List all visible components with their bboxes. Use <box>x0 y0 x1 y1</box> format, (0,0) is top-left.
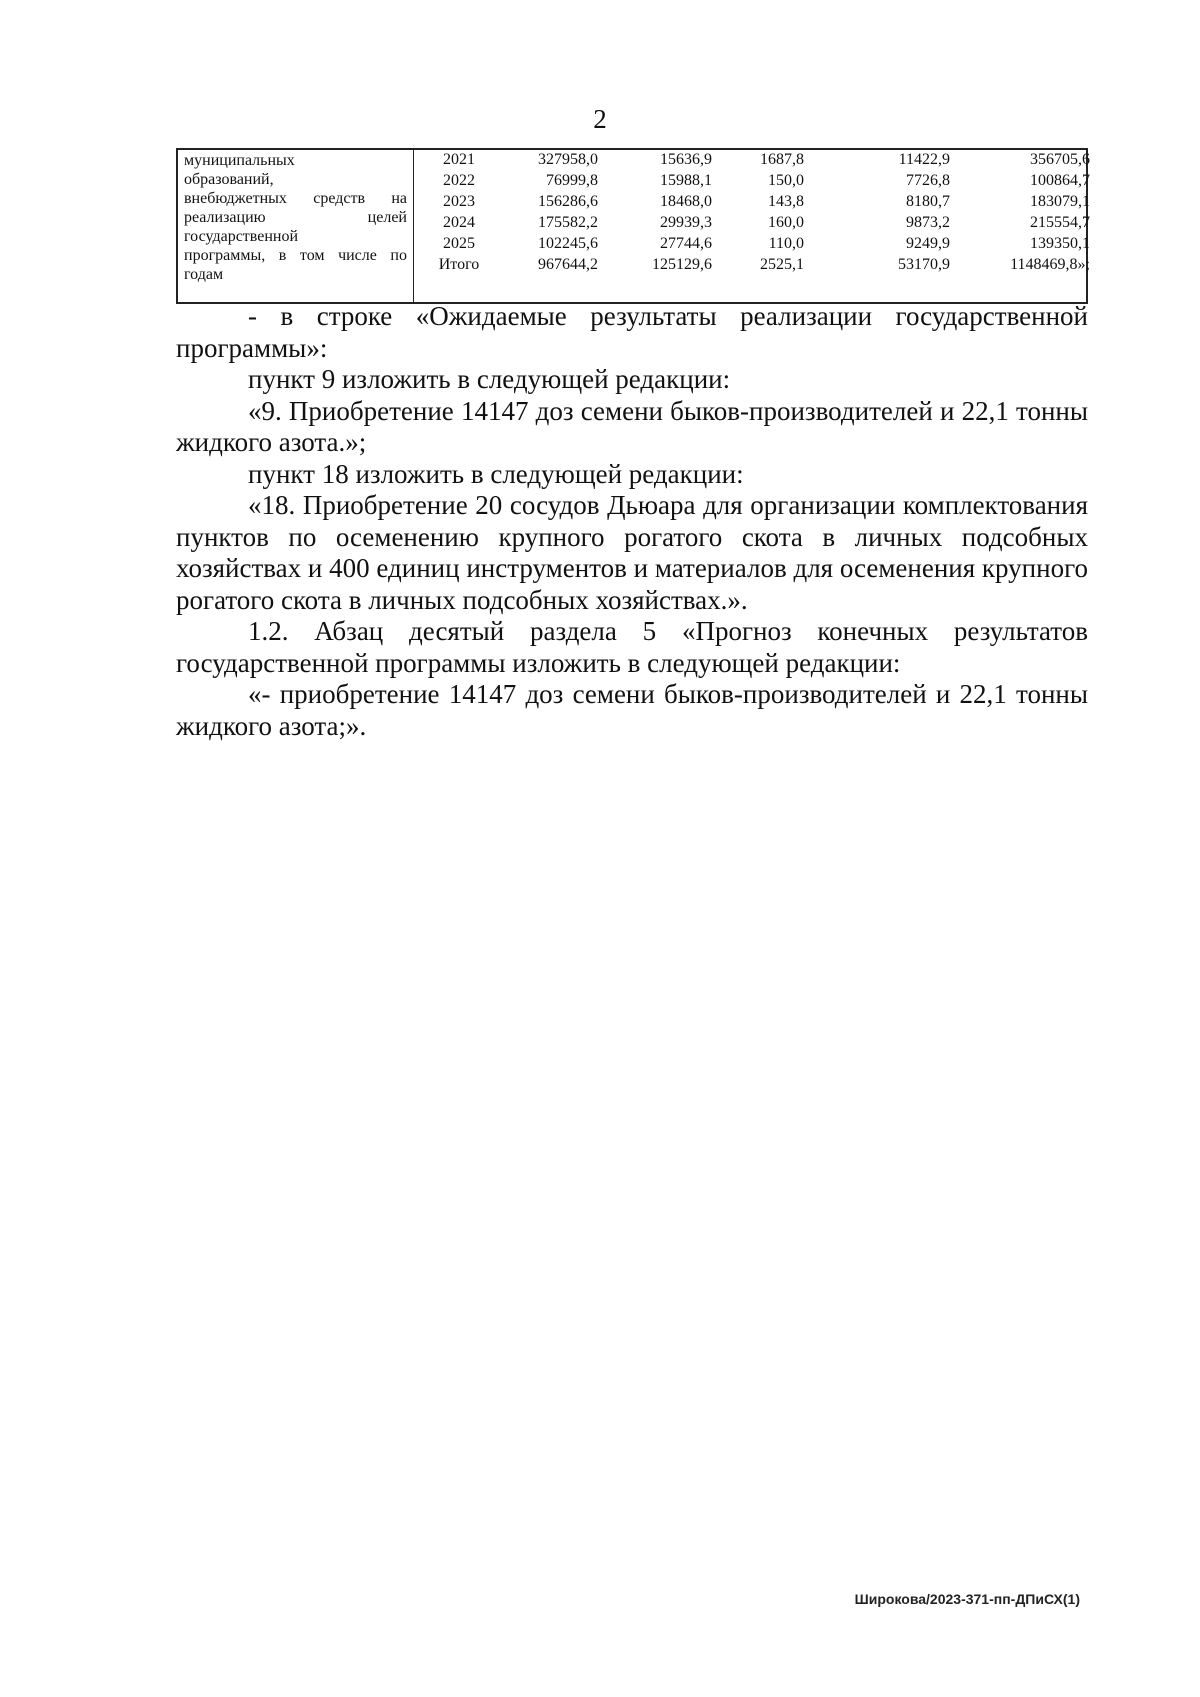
label-line: образований, <box>184 171 274 188</box>
year-cell: 2023 <box>443 193 475 210</box>
value-cell: 215554,7 <box>1030 214 1090 231</box>
value-cell: 76999,8 <box>546 172 598 189</box>
paragraph: пункт 9 изложить в следующей редакции: <box>248 364 731 394</box>
value-cell: 15636,9 <box>660 151 712 168</box>
table-row <box>414 213 1090 232</box>
year-cell: 2024 <box>443 214 475 231</box>
value-cell: 327958,0 <box>538 151 598 168</box>
value-cell: 183079,1 <box>1030 193 1090 210</box>
label-line: государственной <box>184 228 299 245</box>
label-line: реализацию целей <box>184 209 407 226</box>
value-cell: 2525,1 <box>760 256 804 273</box>
label-line: муниципальных <box>184 152 295 169</box>
financing-table <box>176 148 1088 304</box>
year-cell: Итого <box>438 256 480 273</box>
label-line: программы, в том числе по <box>184 247 407 264</box>
value-cell: 29939,3 <box>660 214 712 231</box>
value-cell: 100864,7 <box>1030 172 1090 189</box>
paragraph: пункт 18 изложить в следующей редакции: <box>248 458 744 489</box>
value-cell: 1148469,8»; <box>1010 256 1090 273</box>
paragraph: «- приобретение 14147 доз семени быков-производителей и 22,1 тонны жидкого азота;». <box>176 679 1088 741</box>
page-number: 2 <box>593 104 607 134</box>
table-values-grid <box>414 150 1090 302</box>
value-cell: 175582,2 <box>538 214 598 231</box>
year-cell: 2025 <box>443 235 475 252</box>
label-line: внебюджетных средств на <box>184 190 407 207</box>
document-body <box>176 301 1088 742</box>
value-cell: 9873,2 <box>906 214 950 231</box>
paragraph: - в строке «Ожидаемые результаты реализации государственной программы»: <box>176 301 1088 363</box>
value-cell: 156286,6 <box>538 193 598 210</box>
value-cell: 356705,6 <box>1030 151 1090 168</box>
value-cell: 1687,8 <box>760 151 804 168</box>
table-row <box>177 149 1087 303</box>
table-row <box>414 150 1090 169</box>
value-cell: 150,0 <box>768 172 804 189</box>
value-cell: 53170,9 <box>898 256 950 273</box>
paragraph: «9. Приобретение 14147 доз семени быков-производителей и 22,1 тонны жидкого азота.»; <box>176 395 1088 457</box>
table-label-cell <box>177 149 414 303</box>
paragraph: «18. Приобретение 20 сосудов Дьюара для организации комплектования пунктов по осеменению крупного рогатого скота в личных подсобных хозяйствах и 400 единиц инструментов и материалов для осеменения крупного рогатого скота в личных подсобных хозяйствах.». <box>176 490 1088 615</box>
value-cell: 8180,7 <box>906 193 950 210</box>
document-code: Широкова/2023-371-пп-ДПиСХ(1) <box>854 1591 1080 1607</box>
paragraph: 1.2. Абзац десятый раздела 5 «Прогноз конечных результатов государственной программы изложить в следующей редакции: <box>176 616 1088 678</box>
year-cell: 2022 <box>443 172 475 189</box>
value-cell: 7726,8 <box>906 172 950 189</box>
value-cell: 11422,9 <box>898 151 950 168</box>
table-row <box>414 192 1090 211</box>
value-cell: 9249,9 <box>906 235 950 252</box>
value-cell: 125129,6 <box>652 256 712 273</box>
value-cell: 102245,6 <box>538 235 598 252</box>
value-cell: 139350,1 <box>1030 235 1090 252</box>
table-row <box>414 255 1090 274</box>
value-cell: 967644,2 <box>538 256 598 273</box>
table-row <box>414 234 1090 253</box>
table-row <box>414 171 1090 190</box>
table-data-cell <box>414 149 1088 303</box>
value-cell: 110,0 <box>768 235 804 252</box>
value-cell: 15988,1 <box>660 172 712 189</box>
value-cell: 27744,6 <box>660 235 712 252</box>
value-cell: 143,8 <box>768 193 804 210</box>
label-line: годам <box>184 266 224 283</box>
year-cell: 2021 <box>443 151 475 168</box>
value-cell: 18468,0 <box>660 193 712 210</box>
value-cell: 160,0 <box>768 214 804 231</box>
